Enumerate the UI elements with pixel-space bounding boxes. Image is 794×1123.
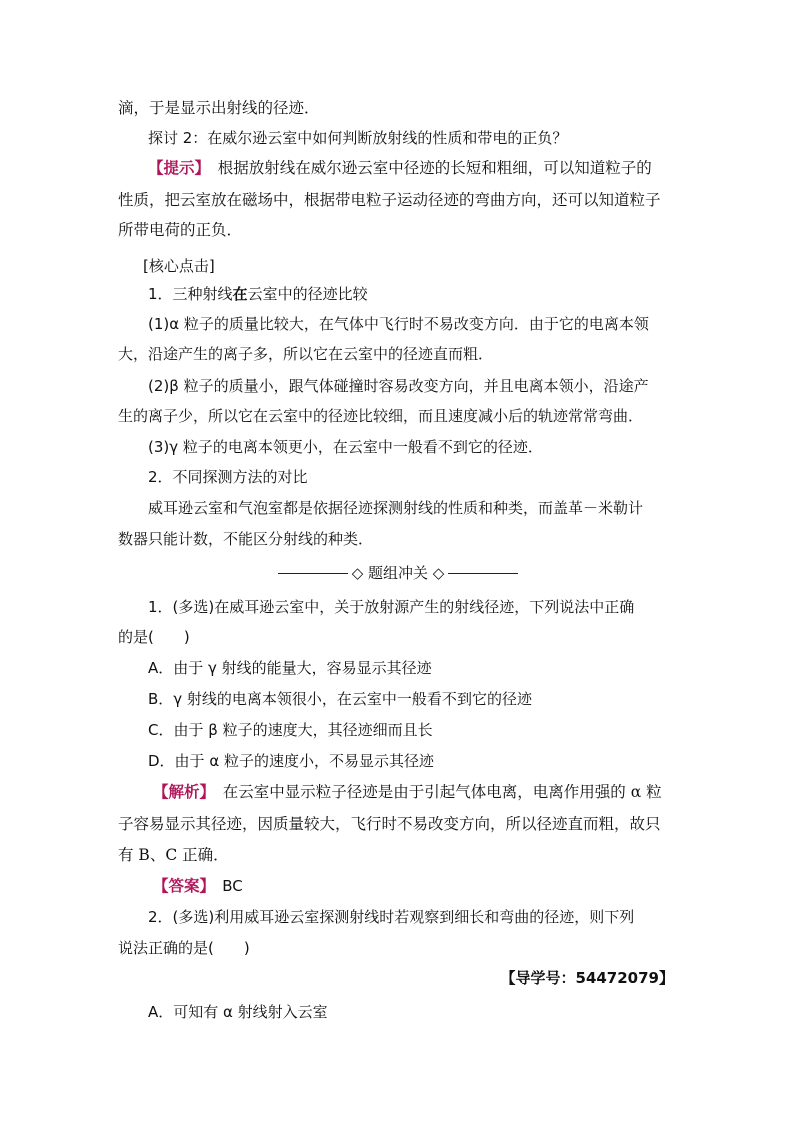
subsection-heading: 2．不同探测方法的对比 bbox=[148, 468, 308, 486]
text-span: 云室中的径迹比较 bbox=[247, 285, 368, 303]
text-line: 滴，于是显示出射线的径迹． bbox=[118, 99, 320, 117]
text-line: 生的离子少，所以它在云室中的径迹比较细，而且速度减小后的轨迹常常弯曲． bbox=[118, 407, 644, 425]
analysis-paragraph bbox=[153, 782, 713, 802]
text-line: 大，沿途产生的离子多，所以它在云室中的径迹直而粗． bbox=[118, 345, 494, 363]
answer-value: BC bbox=[207, 877, 243, 895]
text-line: (1)α 粒子的质量比较大，在气体中飞行时不易改变方向．由于它的电离本领 bbox=[148, 315, 649, 333]
option-c: C．由于 β 粒子的速度大，其径迹细而且长 bbox=[148, 721, 433, 739]
hint-tag: 【提示】 bbox=[148, 158, 203, 177]
analysis-tag: 【解析】 bbox=[153, 782, 208, 801]
text-line: 性质，把云室放在磁场中，根据带电粒子运动径迹的弯曲方向，还可以知道粒子 bbox=[118, 191, 661, 209]
question-2-stem: 2．(多选)利用威耳逊云室探测射线时若观察到细长和弯曲的径迹，则下列 bbox=[148, 908, 635, 926]
answer-tag: 【答案】 bbox=[153, 876, 208, 895]
text-span: 1．三种射线 bbox=[148, 285, 233, 303]
discussion-question: 探讨 2：在威尔逊云室中如何判断放射线的性质和带电的正负？ bbox=[148, 129, 568, 147]
text-span: 根据放射线在威尔逊云室中径迹的长短和粗细，可以知道粒子的 bbox=[202, 159, 652, 177]
guide-number: 【导学号：54472079】 bbox=[500, 969, 674, 987]
text-line: (2)β 粒子的质量小，跟气体碰撞时容易改变方向，并且电离本领小，沿途产 bbox=[148, 377, 649, 395]
text-line: 数器只能计数，不能区分射线的种类． bbox=[118, 530, 374, 548]
subsection-heading bbox=[148, 284, 708, 304]
text-line: 子容易显示其径迹，因质量较大，飞行时不易改变方向，所以径迹直而粗，故只 bbox=[118, 815, 661, 833]
option-a: A．由于 γ 射线的能量大，容易显示其径迹 bbox=[148, 659, 432, 677]
text-line: 有 B、C 正确． bbox=[118, 846, 229, 864]
text-line: 所带电荷的正负． bbox=[118, 221, 243, 239]
option-b: B．γ 射线的电离本领很小，在云室中一般看不到它的径迹 bbox=[148, 690, 532, 708]
text-line: 威耳逊云室和气泡室都是依据径迹探测射线的性质和种类，而盖革－米勒计 bbox=[148, 499, 644, 517]
section-divider bbox=[118, 563, 678, 583]
divider-rule bbox=[448, 573, 518, 574]
section-heading: [核心点击] bbox=[143, 257, 215, 275]
bold-span: 在 bbox=[232, 285, 248, 303]
divider-label: ◇ 题组冲关 ◇ bbox=[351, 564, 445, 582]
question-1-stem: 的是( ) bbox=[118, 628, 190, 646]
hint-paragraph bbox=[148, 158, 708, 178]
option-a: A．可知有 α 射线射入云室 bbox=[148, 1003, 328, 1021]
option-d: D．由于 α 粒子的速度小，不易显示其径迹 bbox=[148, 752, 434, 770]
text-line: (3)γ 粒子的电离本领更小，在云室中一般看不到它的径迹． bbox=[148, 438, 543, 456]
answer-line bbox=[153, 876, 713, 896]
question-2-stem: 说法正确的是( ) bbox=[118, 939, 250, 957]
question-1-stem: 1．(多选)在威耳逊云室中，关于放射源产生的射线径迹，下列说法中正确 bbox=[148, 598, 635, 616]
divider-rule bbox=[278, 573, 348, 574]
text-span: 在云室中显示粒子径迹是由于引起气体电离，电离作用强的 α 粒 bbox=[207, 783, 662, 801]
